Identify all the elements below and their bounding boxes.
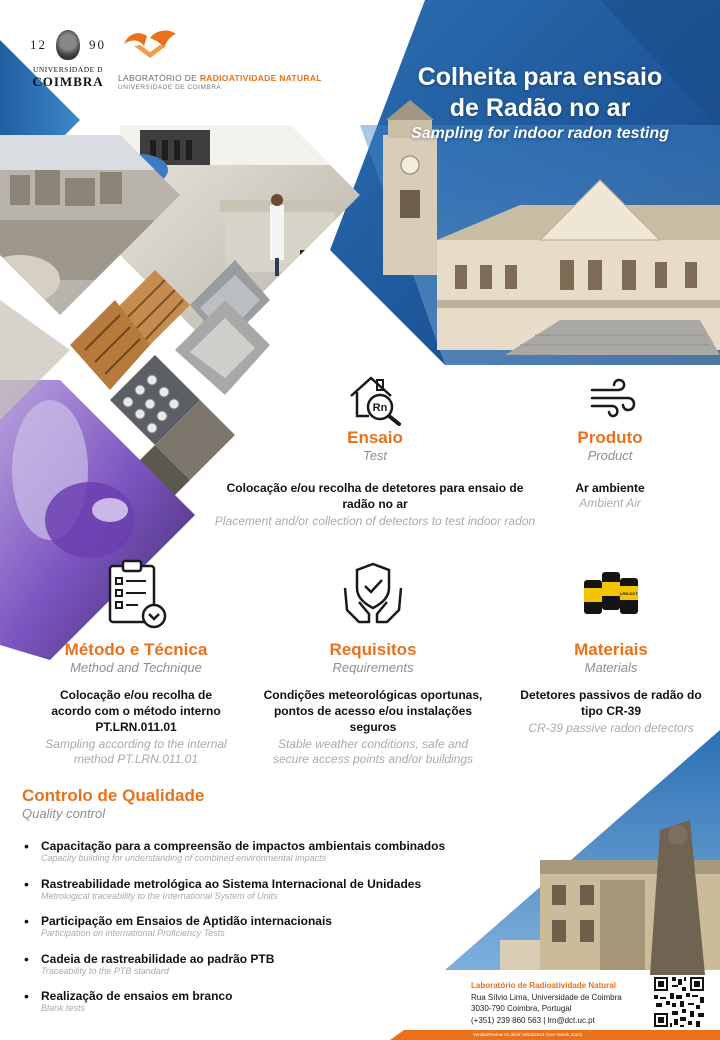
produto-description: Ar ambiente bbox=[575, 481, 645, 495]
qr-code-icon[interactable] bbox=[652, 975, 706, 1029]
title-pt-line2: de Radão no ar bbox=[449, 94, 631, 122]
radon-detectors-image bbox=[576, 558, 646, 630]
quality-item-en: Blank tests bbox=[41, 1003, 86, 1013]
ensaio-heading: Ensaio bbox=[347, 428, 403, 447]
quality-control-section bbox=[22, 786, 492, 1027]
lrn-name bbox=[118, 73, 328, 83]
materiais-heading: Materiais bbox=[574, 640, 648, 659]
quality-item-pt: • Capacitação para a compreensão de impactos ambientais combinados bbox=[41, 839, 446, 853]
materiais-heading-en: Materials bbox=[584, 660, 638, 675]
hands-shield-check-icon bbox=[341, 558, 405, 630]
contact-address-line1: Rua Sílvio Lima, Universidade de Coimbra bbox=[471, 992, 622, 1002]
quality-heading-en: Quality control bbox=[22, 806, 106, 821]
quality-list-item bbox=[22, 877, 492, 915]
produto-description-en: Ambient Air bbox=[579, 496, 641, 510]
quality-item-en: Capacity building for understanding of combined environmental impacts bbox=[41, 853, 327, 863]
quality-item-pt: • Realização de ensaios em branco bbox=[41, 989, 233, 1003]
requisitos-heading-en: Requirements bbox=[332, 660, 414, 675]
metodo-heading-en: Method and Technique bbox=[70, 660, 202, 675]
university-of-coimbra-logo bbox=[30, 30, 106, 90]
contact-phone-email[interactable]: (+351) 239 860 563 | lrn@dct.uc.pt bbox=[471, 1015, 595, 1025]
lrn-name-highlight: RADIOATIVIDADE NATURAL bbox=[199, 73, 322, 83]
quality-item-pt: • Cadeia de rastreabilidade ao padrão PTB bbox=[41, 951, 275, 966]
title-en: Sampling for indoor radon testing bbox=[411, 125, 669, 142]
quality-list-item bbox=[22, 839, 492, 877]
requisitos-description-en: Stable weather conditions, safe and secure access points and/or buildings bbox=[272, 737, 474, 766]
contact-address-line2: 3030-790 Coimbra, Portugal bbox=[471, 1004, 572, 1013]
requisitos-section bbox=[254, 558, 492, 767]
uc-year-right: 90 bbox=[89, 37, 106, 52]
house-radon-search-icon bbox=[347, 372, 403, 426]
metodo-section bbox=[30, 558, 242, 767]
ensaio-heading-en: Test bbox=[362, 448, 388, 463]
ensaio-section bbox=[210, 372, 540, 529]
quality-list bbox=[22, 839, 492, 1027]
uc-year-left: 12 bbox=[30, 37, 47, 52]
produto-section bbox=[548, 372, 672, 511]
title-pt-line1: Colheita para ensaio bbox=[417, 63, 663, 91]
quality-item-en: Traceability to the PTB standard bbox=[41, 965, 169, 976]
quality-list-item bbox=[22, 952, 492, 990]
materiais-description-en: CR-39 passive radon detectors bbox=[528, 721, 694, 735]
materiais-description: Detetores passivos de radão do tipo CR-39 bbox=[520, 688, 702, 718]
lrn-logo bbox=[118, 28, 328, 91]
uc-seal-icon bbox=[56, 30, 80, 60]
lrn-subtitle: UNIVERSIDADE DE COIMBRA bbox=[118, 84, 222, 91]
quality-item-en: Participation on international Proficiency Tests bbox=[41, 928, 225, 938]
quality-item-pt: • Rastreabilidade metrológica ao Sistema Internacional de Unidades bbox=[41, 876, 422, 891]
ensaio-description-en: Placement and/or collection of detectors to test indoor radon bbox=[214, 514, 536, 528]
contact-lab-name: Laboratório de Radioatividade Natural bbox=[471, 981, 616, 990]
quality-item-en: Metrological traceability to the International System of Units bbox=[41, 890, 278, 901]
uc-name-line1: UNIVERSIDADE D bbox=[32, 65, 104, 74]
detector-label: LRN-DCT bbox=[620, 591, 638, 596]
produto-heading-en: Product bbox=[587, 448, 633, 463]
lrn-wings-icon bbox=[120, 28, 180, 64]
materiais-section bbox=[508, 558, 714, 736]
quality-heading: Controlo de Qualidade bbox=[22, 786, 205, 805]
uc-name-line2: COIMBRA bbox=[32, 74, 104, 89]
checklist-document-icon bbox=[104, 558, 168, 630]
quality-list-item bbox=[22, 914, 492, 952]
quality-list-item bbox=[22, 989, 492, 1027]
quality-item-pt: • Participação em Ensaios de Aptidão internacionais bbox=[41, 914, 332, 928]
metodo-description: Colocação e/ou recolha de acordo com o método interno PT.LRN.011.01 bbox=[51, 688, 221, 734]
produto-heading: Produto bbox=[577, 428, 643, 447]
metodo-description-en: Sampling according to the internal method PT.LRN.011.01 bbox=[45, 737, 227, 766]
page-title bbox=[390, 62, 690, 143]
air-wind-icon bbox=[582, 372, 638, 426]
metodo-heading: Método e Técnica bbox=[64, 640, 208, 659]
lrn-name-prefix: LABORATÓRIO DE bbox=[118, 73, 200, 83]
radon-symbol-label: Rn bbox=[372, 402, 388, 414]
ensaio-description: Colocação e/ou recolha de detetores para ensaio de radão no ar bbox=[226, 481, 524, 511]
requisitos-heading: Requisitos bbox=[329, 640, 417, 659]
requisitos-description: Condições meteorológicas oportunas, pontos de acesso e/ou instalações seguros bbox=[263, 688, 483, 734]
contact-block bbox=[471, 980, 651, 1026]
version-note: Versão/Review 01 de/of 16/03/2023 (Gen Month 2023) bbox=[473, 1032, 583, 1037]
